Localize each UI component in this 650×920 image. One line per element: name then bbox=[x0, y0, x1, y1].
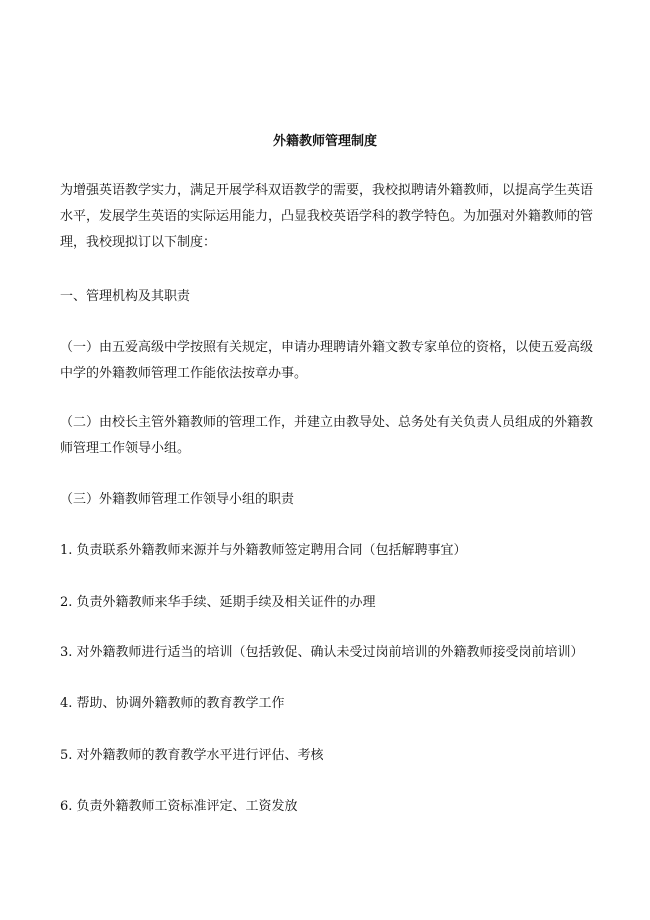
paragraph-line: 师管理工作领导小组。 bbox=[60, 441, 191, 456]
duty-item-text: 3. 对外籍教师进行适当的培训（包括敦促、确认未受过岗前培训的外籍教师接受岗前培训） bbox=[60, 645, 584, 660]
intro-line: 为增强英语教学实力，满足开展学科双语教学的需要，我校拟聘请外籍教师，以提高学生英语 bbox=[60, 183, 594, 198]
paragraph-line: （一）由五爱高级中学按照有关规定，申请办理聘请外籍文教专家单位的资格，以使五爱高级 bbox=[60, 340, 594, 355]
paragraph-line: （二）由校长主管外籍教师的管理工作，并建立由教导处、总务处有关负责人员组成的外籍教 bbox=[60, 415, 594, 430]
intro-paragraph bbox=[60, 178, 595, 256]
duty-item-text: 4. 帮助、协调外籍教师的教育教学工作 bbox=[60, 696, 285, 711]
duty-item bbox=[60, 538, 595, 564]
duty-item-text: 5. 对外籍教师的教育教学水平进行评估、考核 bbox=[60, 748, 324, 763]
sub-paragraph-1 bbox=[60, 335, 595, 387]
duty-item bbox=[60, 590, 595, 616]
duty-item bbox=[60, 691, 595, 717]
section-heading-text: 一、管理机构及其职责 bbox=[60, 289, 191, 304]
sub-paragraph-2 bbox=[60, 410, 595, 462]
duty-item bbox=[60, 794, 595, 820]
duty-item-text: 1. 负责联系外籍教师来源并与外籍教师签定聘用合同（包括解聘事宜） bbox=[60, 543, 467, 558]
paragraph-line: 中学的外籍教师管理工作能依法按章办事。 bbox=[60, 366, 308, 381]
duty-item-text: 2. 负责外籍教师来华手续、延期手续及相关证件的办理 bbox=[60, 595, 376, 610]
document-title: 外籍教师管理制度 bbox=[272, 134, 377, 149]
section-heading bbox=[60, 284, 595, 310]
intro-line: 水平，发展学生英语的实际运用能力，凸显我校英语学科的教学特色。为加强对外籍教师的管 bbox=[60, 209, 594, 224]
duty-item bbox=[60, 640, 595, 666]
sub-heading-3 bbox=[60, 487, 595, 513]
duty-item bbox=[60, 743, 595, 769]
intro-line: 理，我校现拟订以下制度： bbox=[60, 235, 217, 250]
duty-item-text: 6. 负责外籍教师工资标准评定、工资发放 bbox=[60, 799, 298, 814]
sub-heading-text: （三）外籍教师管理工作领导小组的职责 bbox=[60, 492, 295, 507]
